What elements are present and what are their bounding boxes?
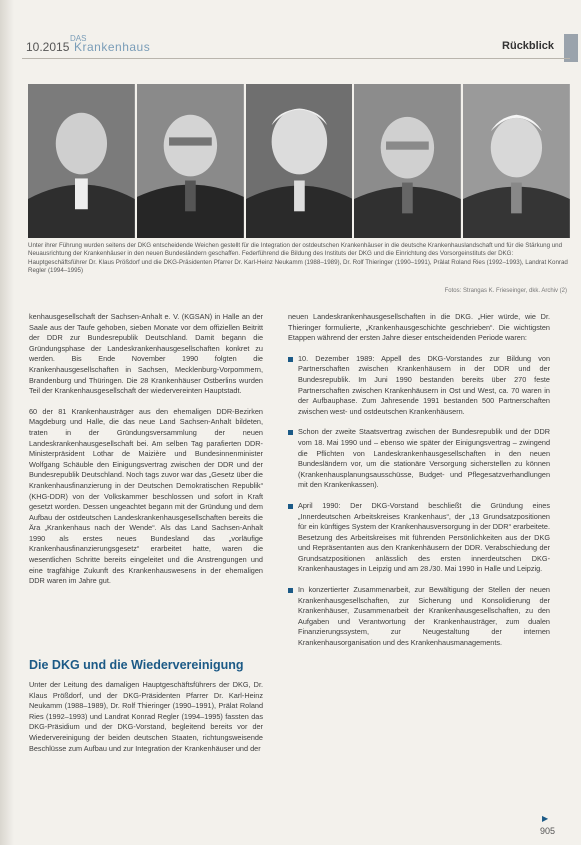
left-column-continued [29,680,263,764]
bullet-square-icon [288,430,293,435]
portrait-4 [354,84,461,238]
timeline-bullet-1: 10. Dezember 1989: Appell des DKG-Vorstandes zur Bildung von Partnerschaften zwischen Krankenhäusern in der DDR und der Bundesrepublik. Im Juni 1990 bestanden bereits über 270 feste Partnerschaften zwischen Krankenhäusern in Ost und West, ca. 70 waren in der Aufbauphase. Zum Jahresende 1991 bestanden 500 Partnerschaften zwischen west- und ostdeutschen Krankenhäusern. [288,354,550,418]
portrait-strip [28,84,570,238]
left-column [29,312,263,597]
bullet-square-icon [288,357,293,362]
right-paragraph-1: neuen Landeskrankenhausgesellschaften in die DKG. „Hier würde, wie Dr. Thieringer formulierte, „Krankenhausgeschichte geschrieben“. Die wichtigsten Etappen während der ersten Jahre dieser entscheidenden Periode waren: [288,312,550,343]
bullet-square-icon [288,588,293,593]
timeline-bullet-3: April 1990: Der DKG-Vorstand beschließt die Gründung eines „Innerdeutschen Arbeitskreises Krankenhaus“, der „13 Grundsatzpositionen für ein künftiges System der Krankenhausversorgung in der DDR“ erarbeitete. Besetzung des Arbeitskreises mit führenden Persönlichkeiten aus der DKG und Repräsentanten aus den Krankenhäusern der DDR. Verabschiedung der Grundsatzpositionen anlässlich des ersten innerdeutschen DKG-Krankenhaustages in Leipzig und am 28./30. Mai 1990 in Halle und Leipzig. [288,501,550,575]
left-paragraph-1: kenhausgesellschaft der Sachsen-Anhalt e. V. (KGSAN) in Halle an der Saale aus der Taufe gehoben, sieben Monate vor dem offiziellen Beitritt der DDR zur Bundesrepublik Deutschland. Damit begann die Gründungsphase der Landeskrankenhausgesellschaften konkret zu werden. Bis Ende November 1990 folgten die Krankenhausgesellschaften in Sachsen, Mecklenburg-Vorpommern, Brandenburg und Thüringen. Die 28 Krankenhäuser Ostberlins wurden Teil der Krankenhausgesellschaft der wiedervereinten Hauptstadt. [29,312,263,396]
page-header [22,34,570,56]
right-column [288,312,550,659]
bullet-square-icon [288,504,293,509]
left-paragraph-2: 60 der 81 Krankenhausträger aus den ehemaligen DDR-Bezirken Magdeburg und Halle, die das neue Land Sachsen-Anhalt bildeten, traten in der Gründungsversammlung der neuen Landeskrankenhausgesellschaft bei. Am selben Tag parafierten DDR-Ministerpräsident Lothar de Maizière und Bundesinnenminister Wolfgang Schäuble den Einigungsvertrag zwischen der DDR und der Bundesrepublik Deutschland. Noch tags zuvor war das „Gesetz über die Krankenhausfinanzierung in der Deutschen Demokratischen Republik“ (KHG-DDR) von der Volkskammer beschlossen und sofort in Kraft gesetzt worden. Dessen ungeachtet begann mit der Gründung und dem Aufbau der ostdeutschen Landeskrankenhausgesellschaften bereits die Ära „Krankenhaus nach der Wende“. Als das Land Sachsen-Anhalt 1990 als erstes neues Bundesland das „vorläufige Krankenhausfinanzierungsgesetz“ erarbeitet hatte, waren die wesentlichen Schritte bereits eingeleitet und die Anstrengungen und eine tragfähige Zukunft des Krankenhauswesens in der ehemaligen DDR waren im Jahre gut. [29,406,263,586]
photo-credit: Fotos: Strangas K. Frieseinger, dkk. Archiv (2) [444,288,567,294]
section-subheading: Die DKG und die Wiedervereinigung [29,658,244,672]
photo-caption: Unter ihrer Führung wurden seitens der DKG entscheidende Weichen gestellt für die Integration der ostdeutschen Krankenhäuser in die deutsche Krankenhauslandschaft und für die Stärkung und Neuausrichtung der Krankenhäuser in den neuen Bundesländern geschaffen. Federführend die Bildung des Instituts der DKG und die Einrichtung des Vorsorgeinstituts der DKG: Hauptgeschäftsführer Dr. Klaus Prößdorf und die DKG-Präsidenten Pfarrer Dr. Karl-Heinz Neukamm (1988–1989), Dr. Rolf Thieringer (1990–1991), Prälat Roland Ries (1992–1993), Landrat Konrad Regler (1994–1995) [28,242,568,275]
page-number: 905 [540,826,556,836]
page-edge [0,0,14,845]
continue-arrow-icon: ▶ [542,814,549,823]
logo-small-text: DAS [70,34,87,43]
header-rule [22,58,570,59]
magazine-logo: Krankenhaus [74,40,151,54]
portrait-3 [246,84,353,238]
portrait-2 [137,84,244,238]
portrait-1 [28,84,135,238]
timeline-bullet-2: Schon der zweite Staatsvertrag zwischen der Bundesrepublik und der DDR vom 18. Mai 1990 und – ebenso wie später der Einigungsvertrag – zwingend die Pflichten von Landeskrankenhausgesellschaften in den neuen Bundesländern vor, um die stationäre Versorgung sicherstellen zu können (Krankenhausplanungsausschüsse, Budget- und Pflegesatzverhandlungen mit den Krankenkassen). [288,427,550,491]
timeline-bullet-4: In konzertierter Zusammenarbeit, zur Bewältigung der Stellen der neuen Krankenhausgesellschaften, zur Sicherung und Konsolidierung der Krankenhäuser, Zusammenarbeit der Krankenhausgesellschaften, zu den Aufgaben und Verantwortung der Krankenhausträger, zum dualen Finanzierungssystem, zur Neugestaltung der internen Krankenhausorganisation und des Krankenhausmanagements. [288,585,550,649]
issue-number: 10.2015 [26,40,70,54]
section-title: Rückblick [502,40,554,52]
portrait-5 [463,84,570,238]
left-paragraph-3: Unter der Leitung des damaligen Hauptgeschäftsführers der DKG, Dr. Klaus Prößdorf, und der DKG-Präsidenten Pfarrer Dr. Karl-Heinz Neukamm (1988–1989), Dr. Rolf Thieringer (1990–1991), Prälat Roland Ries (1992–1993) und Landrat Konrad Regler (1994–1995) fassten das DKG-Präsidium und der DKG-Vorstand, begleitend bereits vor der Wiedervereinigung der beiden deutschen Staaten, richtungsweisende Beschlüsse zum Aufbau und zur Integration der Krankenhäuser und der [29,680,263,753]
